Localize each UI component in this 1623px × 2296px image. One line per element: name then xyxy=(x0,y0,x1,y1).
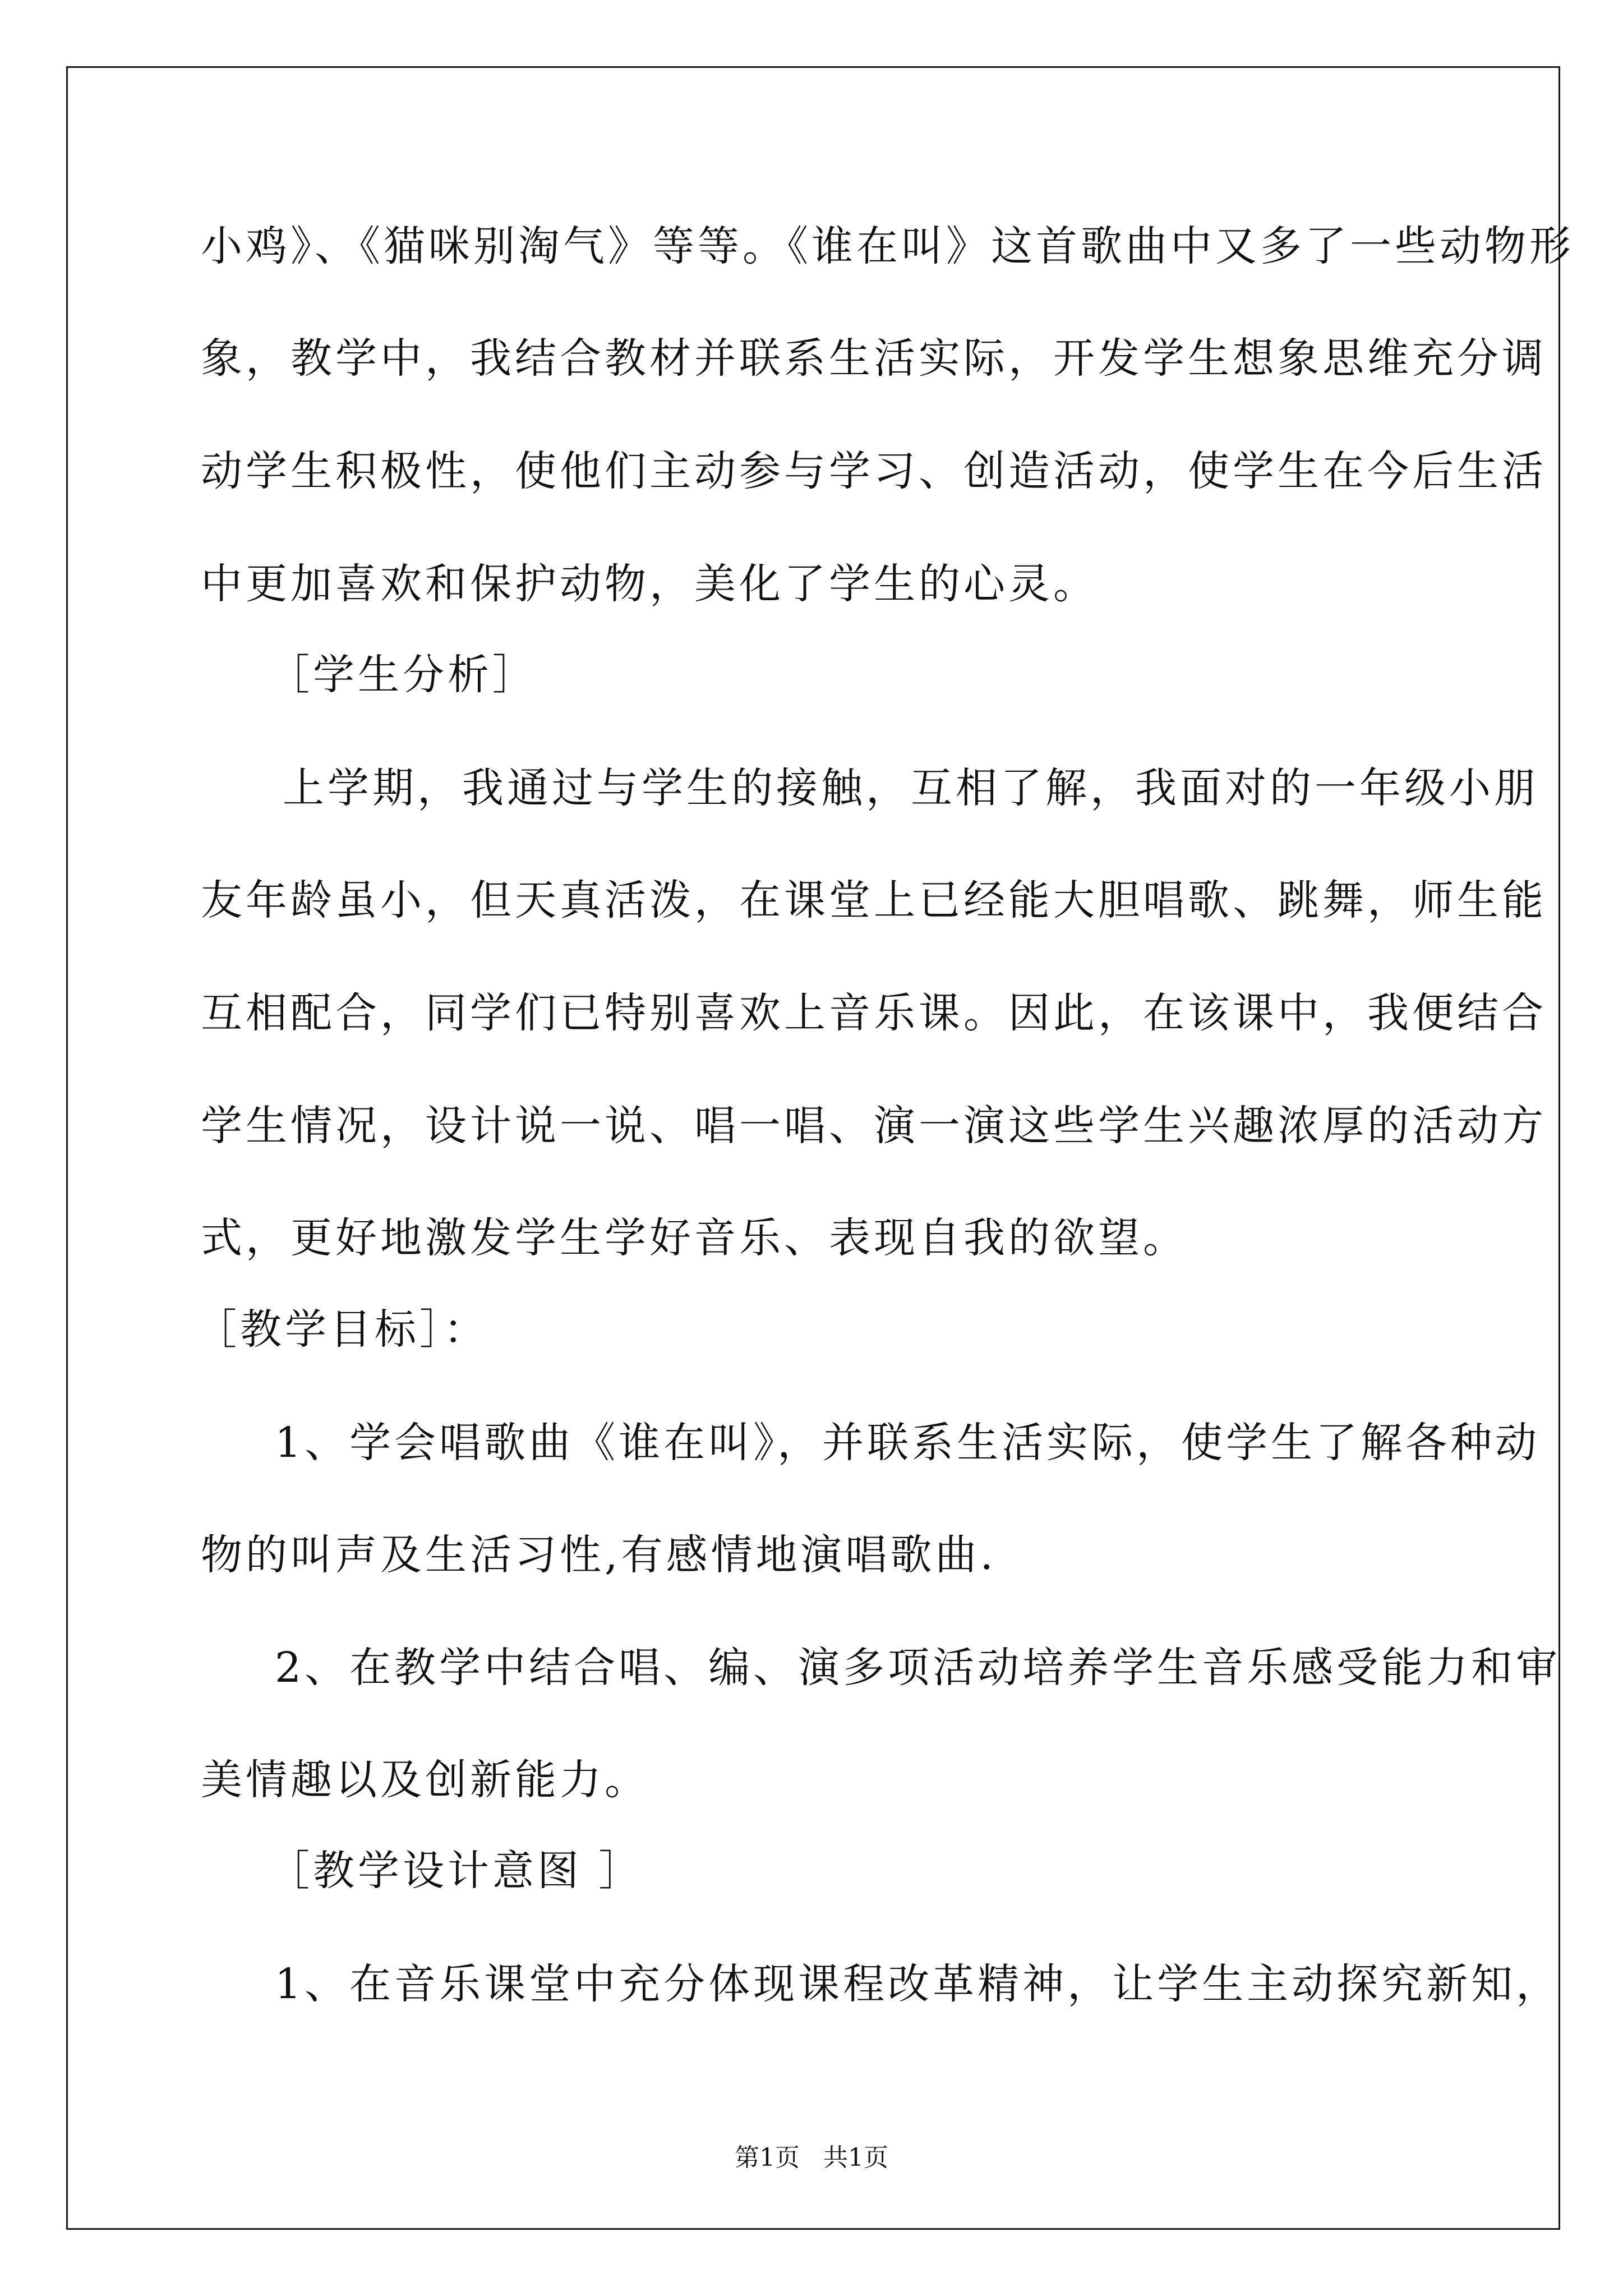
section-heading: ［教学目标］： xyxy=(195,1305,488,1354)
text-line: 上学期，我通过与学生的接触，互相了解，我面对的一年级小朋 xyxy=(283,764,1539,812)
text-line: 1、在音乐课堂中充分体现课程改革精神，让学生主动探究新知， xyxy=(275,1960,1561,2008)
section-heading: ［教学设计意图 ］ xyxy=(268,1847,644,1895)
text-line: 友年龄虽小，但天真活泼，在课堂上已经能大胆唱歌、跳舞，师生能 xyxy=(201,876,1547,924)
page-number: 第1页 xyxy=(735,2143,800,2172)
text-line: 互相配合，同学们已特别喜欢上音乐课。因此，在该课中，我便结合 xyxy=(201,989,1547,1037)
text-line: 物的叫声及生活习性,有感情地演唱歌曲. xyxy=(201,1531,997,1579)
text-line: 动学生积极性，使他们主动参与学习、创造活动，使学生在今后生活 xyxy=(201,447,1547,495)
text-line: 象，教学中，我结合教材并联系生活实际，开发学生想象思维充分调 xyxy=(201,334,1547,383)
text-line: 小鸡》、《猫咪别淘气》等等。《谁在叫》这首歌曲中又多了一些动物形 xyxy=(201,222,1574,270)
section-heading: ［学生分析］ xyxy=(268,651,537,699)
text-line: 式，更好地激发学生学好音乐、表现自我的欲望。 xyxy=(201,1214,1188,1262)
page-total: 共1页 xyxy=(823,2143,888,2172)
text-line: 美情趣以及创新能力。 xyxy=(201,1756,649,1804)
text-line: 学生情况，设计说一说、唱一唱、演一演这些学生兴趣浓厚的活动方 xyxy=(201,1102,1547,1150)
text-line: 中更加喜欢和保护动物，美化了学生的心灵。 xyxy=(201,560,1098,608)
page-footer xyxy=(0,2137,1623,2173)
text-line: 1、学会唱歌曲《谁在叫》，并联系生活实际，使学生了解各种动 xyxy=(275,1419,1541,1467)
text-line: 2、在教学中结合唱、编、演多项活动培养学生音乐感受能力和审 xyxy=(275,1644,1561,1692)
